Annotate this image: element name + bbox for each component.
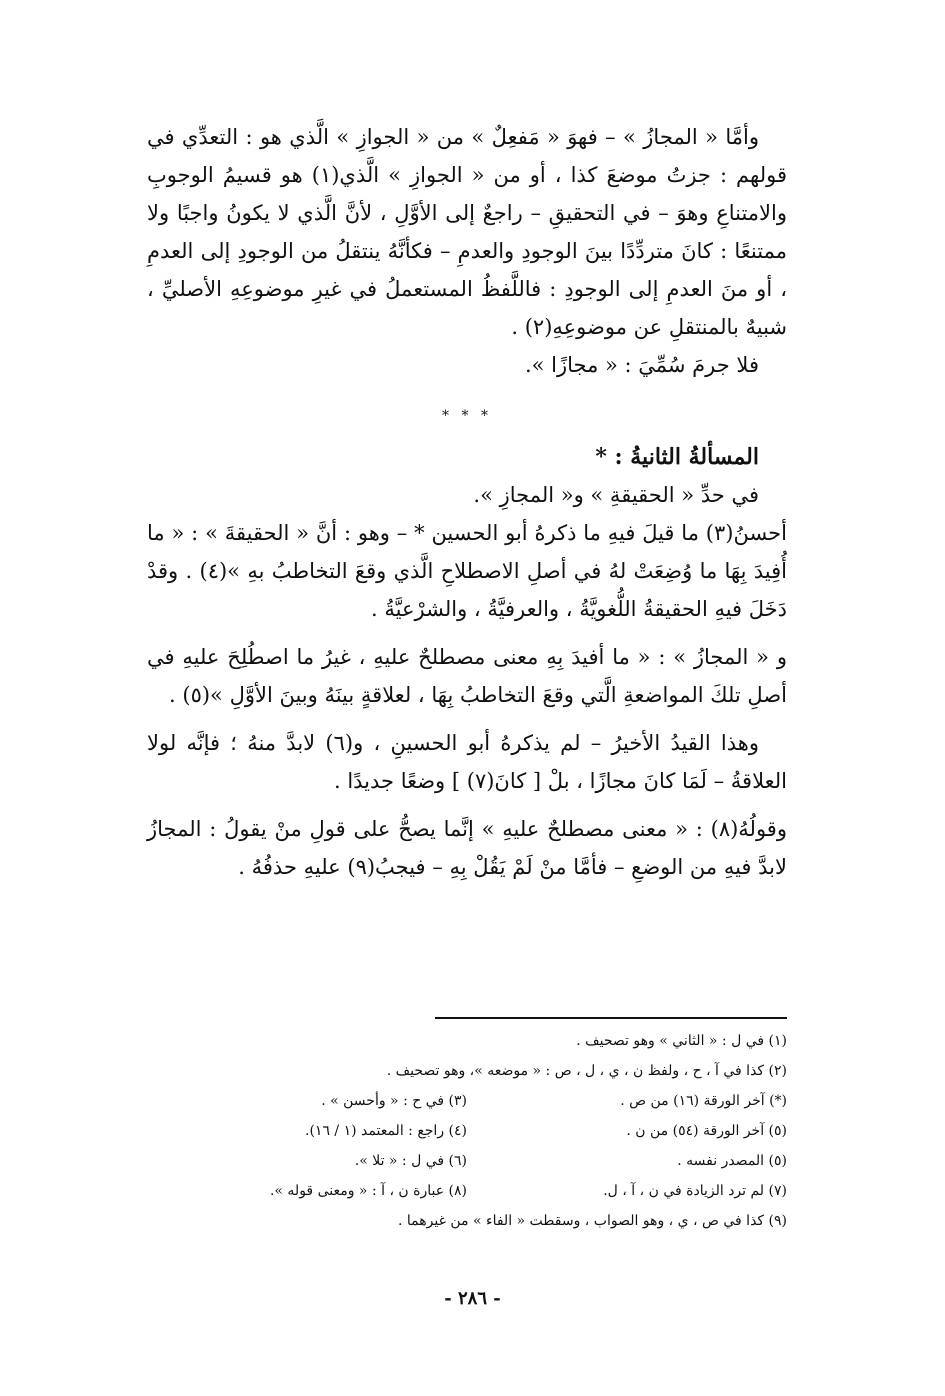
section-separator: * * * [442,408,492,424]
paragraph-majaz-etymology: وأمَّا « المجازُ » – فهوَ « مَفعِلٌ » من « الجوازِ » الَّذي هو : التعدِّي في قولهم : جزتُ موضعَ كذا ، أو من « الجوازِ » الَّذي(١) هو قسيمُ الوجوبِ والامتناعِ وهوَ – في التحقيقِ – راجعٌ إلى الأوَّلِ ، لأنَّ الَّذي لا يكونُ واجبًا ولا ممتنعًا : كانَ متردِّدًا بينَ الوجودِ والعدمِ – فكأنَّهُ ينتقلُ من الوجودِ إلى العدمِ ، أو منَ العدمِ إلى الوجودِ : فاللَّفظُ المستعملُ في غيرِ موضوعِهِ الأصليِّ ، شبيهٌ بالمنتقلِ عن موضوعِهِ(٢) . [147,125,787,339]
footnote-6: (٦) في ل : « تلا ». [354,1153,467,1169]
footnote-9: (٩) كذا في ص ، ي ، وهو الصواب ، وسقطت « الفاء » من غيرهما . [398,1213,787,1229]
footnote-7: (٧) لم ترد الزيادة في ن ، آ ، ل. [603,1183,787,1199]
footnote-row [147,1176,787,1206]
paragraph-majaz-conclusion: فلا جرمَ سُمِّيَ : « مجازًا ». [524,353,759,377]
footnote-row [147,1086,787,1116]
footnote-1: (١) في ل : « الثاني » وهو تصحيف . [576,1033,787,1049]
section-heading: المسألةُ الثانيةُ : * [595,444,759,470]
footnote-divider [435,1017,787,1019]
footnote-3: (٣) في ح : « وأحسن » . [321,1093,467,1109]
footnote-star-2: (٥) آخر الورقة (٥٤) من ن . [626,1123,787,1139]
footnote-4: (٤) راجع : المعتمد (١ / ١٦). [305,1123,467,1139]
paragraph-haqiqa-definition: أحسنُ(٣) ما قيلَ فيهِ ما ذكرهُ أبو الحسين * – وهو : أنَّ « الحقيقةَ » : « ما أُفِيدَ بِهَا ما وُضِعَتْ لهُ في أصلِ الاصطلاحِ الَّذي وقعَ التخاطبُ بهِ »(٤) . وقدْ دَخَلَ فيهِ الحقيقةُ اللُّغويَّةُ ، والعرفيَّةُ ، والشرْعيَّةُ . [147,521,787,621]
footnote-row [147,1146,787,1176]
paragraph-majaz-definition: و « المجازُ » : « ما أفيدَ بِهِ معنى مصطلحٌ عليهِ ، غيرُ ما اصطُلِحَ عليهِ في أصلِ تلكَ المواضعةِ الَّتي وقعَ التخاطبُ بِهَا ، لعلاقةٍ بينَهُ وبينَ الأوَّلِ »(٥) . [147,645,787,707]
footnote-row [147,1056,787,1086]
footnotes [147,1026,787,1236]
paragraph-last-condition: وهذا القيدُ الأخيرُ – لم يذكرهُ أبو الحسينِ ، و(٦) لابدَّ منهُ ؛ فإنَّه لولا العلاقةُ – لَمَا كانَ مجازًا ، بلْ [ كانَ(٧) ] وضعًا جديدًا . [147,731,787,793]
main-text [147,118,787,886]
page-number: - ٢٨٦ - [444,1288,501,1309]
footnote-row [147,1206,787,1236]
footnote-2: (٢) كذا في آ ، ح ، ولفظ ن ، ي ، ل ، ص : « موضعه »، وهو تصحيف . [386,1063,787,1079]
footnote-star-1: (*) آخر الورقة (١٦) من ص . [620,1093,787,1109]
footnote-5: (٥) المصدر نفسه . [677,1153,787,1169]
footnote-row [147,1116,787,1146]
paragraph-definition-topic: في حدِّ « الحقيقةِ » و« المجازِ ». [473,483,759,507]
footnote-row [147,1026,787,1056]
paragraph-his-saying: وقولُهُ(٨) : « معنى مصطلحٌ عليهِ » إنَّما يصحُّ على قولِ منْ يقولُ : المجازُ لابدَّ فيهِ من الوضعِ – فأمَّا منْ لَمْ يَقُلْ بِهِ – فيجبُ(٩) عليهِ حذفُهُ . [147,817,787,879]
footnote-8: (٨) عبارة ن ، آ : « ومعنى قوله ». [269,1183,467,1199]
